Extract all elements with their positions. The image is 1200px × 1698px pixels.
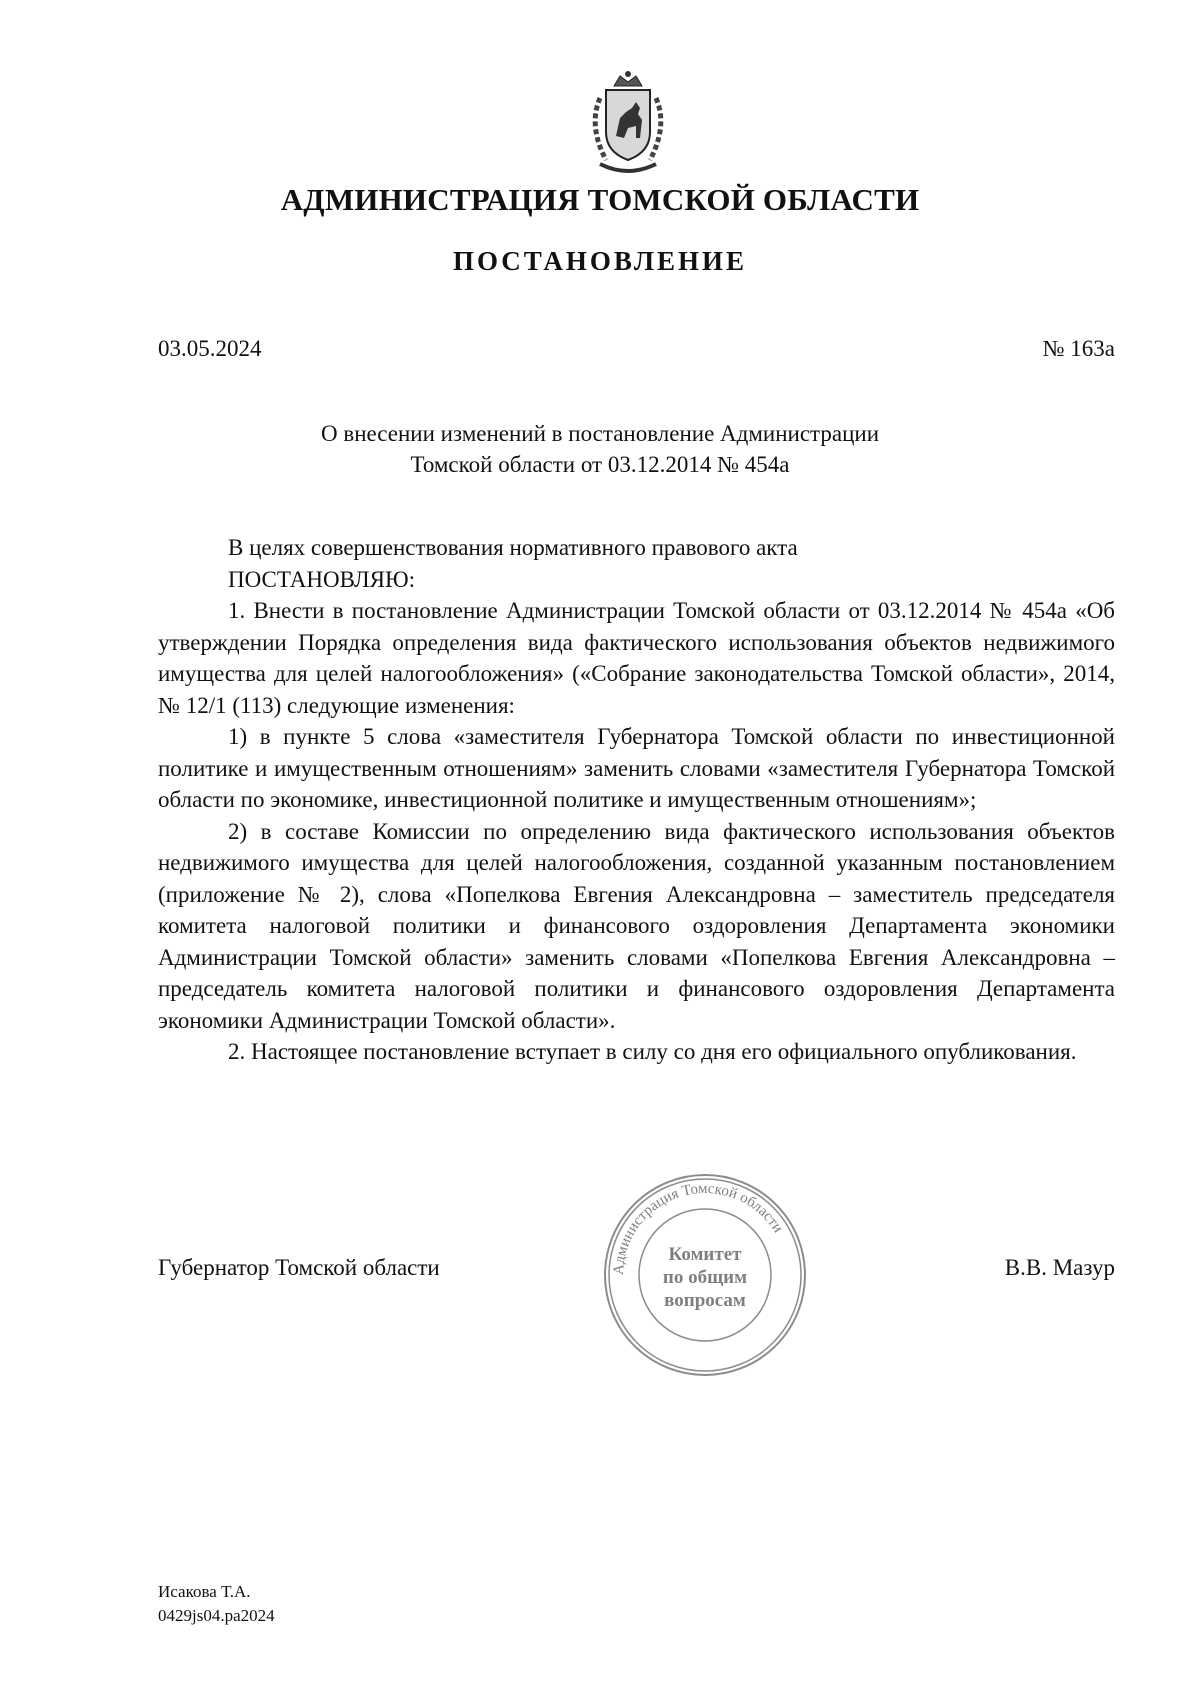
coat-of-arms-icon — [570, 68, 686, 184]
stamp-inner-line-2: по общим — [662, 1267, 748, 1288]
document-subject — [0, 418, 1200, 480]
item-1-subitem-2: 2) в составе Комиссии по определению вида фактического использования объектов недвижимого имущества для целей налогообложения, созданной указанным постановлением (приложение № 2), слова «Попелкова Евгения Александровна – заместитель председателя комитета налоговой политики и финансового оздоровления Департамента экономики Администрации Томской области» заменить словами «Попелкова Евгения Александровна – председатель комитета налоговой политики и финансового оздоровления Департамента экономики Администрации Томской области». — [158, 818, 1115, 1033]
stamp-inner-line-3: вопросам — [664, 1290, 746, 1311]
document-date: 03.05.2024 — [158, 336, 262, 361]
item-2: 2. Настоящее постановление вступает в силу со дня его официального опубликования. — [228, 1039, 1077, 1064]
file-code: 0429js04.pa2024 — [158, 1606, 275, 1625]
organization-title: АДМИНИСТРАЦИЯ ТОМСКОЙ ОБЛАСТИ — [280, 182, 920, 217]
stamp-outer-text: Администрация Томской области — [610, 1180, 786, 1276]
preamble: В целях совершенствования нормативного правового акта — [228, 535, 798, 560]
document-type: ПОСТАНОВЛЕНИЕ — [452, 246, 748, 276]
subject-line-2: Томской области от 03.12.2014 № 454а — [410, 452, 790, 477]
document-footer — [158, 1580, 275, 1628]
signatory-position: Губернатор Томской области — [158, 1255, 440, 1280]
document-number: № 163а — [1042, 336, 1115, 361]
item-1: 1. Внести в постановление Администрации Томской области от 03.12.2014 № 454а «Об утверждении Порядка определения вида фактического использования объектов недвижимого имущества для целей налогообложения» («Собрание законодательства Томской области», 2014, № 12/1 (113) следующие изменения: — [158, 598, 1115, 718]
stamp-inner-line-1: Комитет — [668, 1244, 742, 1265]
document-meta — [158, 336, 1115, 362]
document-body — [158, 532, 1115, 1068]
executor-name: Исакова Т.А. — [158, 1582, 251, 1601]
item-1-subitem-1: 1) в пункте 5 слова «заместителя Губернатора Томской области по инвестиционной политике и имущественным отношениям» заменить словами «заместителя Губернатора Томской области по экономике, инвестиционной политике и имущественным отношениям»; — [158, 724, 1115, 812]
official-stamp — [600, 1170, 810, 1380]
decree-word: ПОСТАНОВЛЯЮ: — [228, 566, 416, 592]
signatory-name: В.В. Мазур — [1004, 1255, 1115, 1280]
subject-line-1: О внесении изменений в постановление Администрации — [320, 421, 880, 446]
